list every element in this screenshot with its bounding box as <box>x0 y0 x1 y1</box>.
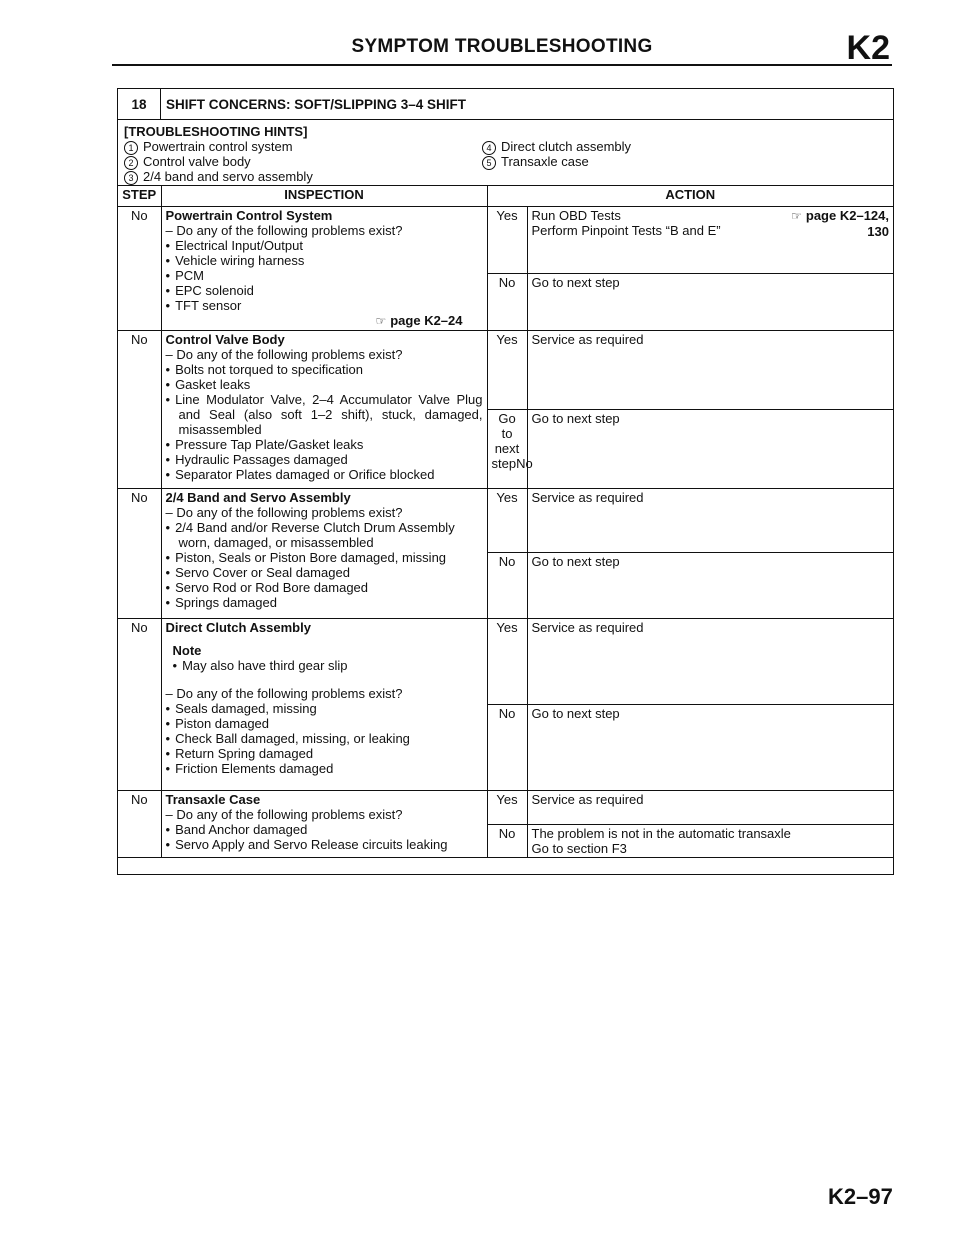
yes-label: Yes <box>487 791 527 825</box>
list-item: • Servo Rod or Rod Bore damaged <box>166 580 483 595</box>
list-item: • Seals damaged, missing <box>166 701 483 716</box>
yes-label: Yes <box>487 331 527 410</box>
list-item: • Return Spring damaged <box>166 746 483 761</box>
step-number: No <box>118 207 161 331</box>
header-rule <box>112 64 892 66</box>
list-item: • Line Modulator Valve, 2–4 Accumulator Valve Plug and Seal (also soft 1–2 shift), stuck, damaged, misassembled <box>166 392 483 437</box>
inspection-title: Control Valve Body <box>165 332 285 347</box>
list-item: • Springs damaged <box>166 595 483 610</box>
yes-label: Yes <box>487 489 527 553</box>
circled-number-icon: 5 <box>482 156 496 170</box>
no-label: Go to next stepNo <box>487 410 527 489</box>
table-header-row <box>118 186 893 207</box>
hints-title: [TROUBLESHOOTING HINTS] <box>124 124 308 139</box>
troubleshooting-hints <box>118 120 893 186</box>
circled-number-icon: 1 <box>124 141 138 155</box>
list-item: • TFT sensor <box>166 298 483 313</box>
list-item: • Separator Plates damaged or Orifice blocked <box>166 467 483 482</box>
list-item: • Gasket leaks <box>166 377 483 392</box>
list-item: • Pressure Tap Plate/Gasket leaks <box>166 437 483 452</box>
page-title: SYMPTOM TROUBLESHOOTING <box>351 36 653 57</box>
pointing-hand-icon: ☞ <box>791 209 802 223</box>
yes-label: Yes <box>487 619 527 705</box>
table-row <box>118 489 893 553</box>
col-action: ACTION <box>487 186 893 207</box>
action-cell: Go to next step <box>527 553 893 619</box>
step-number: No <box>118 791 161 858</box>
step-number: No <box>118 619 161 791</box>
list-item: • Hydraulic Passages damaged <box>166 452 483 467</box>
inspection-cell: Control Valve Body – Do any of the following problems exist? • Bolts not torqued to specification • Gasket leaks • Line Modulator Valve, 2–4 Accumulator Valve Plug and Seal (also soft 1–2 shift), stuck, damaged, misassembled • Pressure Tap Plate/Gasket leaks • Hydraulic Passages damaged • Separator Plates damaged or Orifice blocked <box>161 331 487 489</box>
list-item: • Electrical Input/Output <box>166 238 483 253</box>
step-number: No <box>118 331 161 489</box>
action-cell: Go to next step <box>527 705 893 791</box>
page-reference: ☞ page K2–24 <box>375 313 463 328</box>
action-cell: The problem is not in the automatic transaxle Go to section F3 <box>527 825 893 858</box>
circled-number-icon: 4 <box>482 141 496 155</box>
list-item: • Band Anchor damaged <box>166 822 483 837</box>
list-item: • Piston damaged <box>166 716 483 731</box>
col-step: STEP <box>118 186 161 207</box>
table-row <box>118 331 893 410</box>
inspection-cell: Powertrain Control System – Do any of the following problems exist? • Electrical Input/Output • Vehicle wiring harness • PCM • EPC solenoid • TFT sensor ☞ page K2–24 <box>161 207 487 331</box>
pointing-hand-icon: ☞ <box>375 314 387 328</box>
col-inspection: INSPECTION <box>161 186 487 207</box>
action-cell: Service as required <box>527 791 893 825</box>
list-item: • 2/4 Band and/or Reverse Clutch Drum Assembly worn, damaged, or misassembled <box>166 520 483 550</box>
list-item: • Bolts not torqued to specification <box>166 362 483 377</box>
action-cell: ☞ page K2–124, 130 Run OBD Tests Perform Pinpoint Tests “B and E” <box>527 207 893 274</box>
hint-item: 3 2/4 band and servo assembly <box>124 169 313 185</box>
inspection-title: Direct Clutch Assembly <box>165 620 311 635</box>
circled-number-icon: 3 <box>124 171 138 185</box>
list-item: • Vehicle wiring harness <box>166 253 483 268</box>
yes-label: Yes <box>487 207 527 274</box>
note-title: Note <box>172 643 202 658</box>
note-text: • May also have third gear slip <box>173 658 483 673</box>
section-number: 18 <box>118 89 161 119</box>
steps-table <box>118 186 893 858</box>
list-item: • PCM <box>166 268 483 283</box>
list-item: • Check Ball damaged, missing, or leaking <box>166 731 483 746</box>
table-row <box>118 619 893 705</box>
hint-item: 4 Direct clutch assembly <box>482 139 631 155</box>
no-label: No <box>487 705 527 791</box>
troubleshooting-box <box>117 88 894 875</box>
section-code: K2 <box>846 29 890 67</box>
list-item: • Servo Apply and Servo Release circuits leaking <box>166 837 483 852</box>
action-cell: Service as required <box>527 619 893 705</box>
table-row <box>118 207 893 274</box>
no-label: No <box>487 273 527 330</box>
page-header <box>112 30 892 66</box>
inspection-title: Transaxle Case <box>165 792 261 807</box>
hint-item: 1 Powertrain control system <box>124 139 293 155</box>
no-label: No <box>487 553 527 619</box>
page-number: K2–97 <box>828 1184 893 1209</box>
action-cell: Go to next step <box>527 410 893 489</box>
step-number: No <box>118 489 161 619</box>
hint-item: 5 Transaxle case <box>482 154 589 170</box>
action-cell: Service as required <box>527 489 893 553</box>
circled-number-icon: 2 <box>124 156 138 170</box>
inspection-cell: 2/4 Band and Servo Assembly – Do any of the following problems exist? • 2/4 Band and/or Reverse Clutch Drum Assembly worn, damaged, or misassembled • Piston, Seals or Piston Bore damaged, missing • Servo Cover or Seal damaged • Servo Rod or Rod Bore damaged • Springs damaged <box>161 489 487 619</box>
inspection-cell: Direct Clutch Assembly Note • May also have third gear slip – Do any of the following problems exist? • Seals damaged, missing • Piston damaged • Check Ball damaged, missing, or leaking • Return Spring damaged • Friction Elements damaged <box>161 619 487 791</box>
list-item: • Piston, Seals or Piston Bore damaged, missing <box>166 550 483 565</box>
list-item: • Friction Elements damaged <box>166 761 483 776</box>
inspection-title: 2/4 Band and Servo Assembly <box>165 490 351 505</box>
page-reference: ☞ page K2–124, 130 <box>791 208 889 239</box>
hint-item: 2 Control valve body <box>124 154 251 170</box>
action-cell: Go to next step <box>527 273 893 330</box>
inspection-title: Powertrain Control System <box>165 208 333 223</box>
inspection-cell: Transaxle Case – Do any of the following problems exist? • Band Anchor damaged • Servo Apply and Servo Release circuits leaking <box>161 791 487 858</box>
no-label: No <box>487 825 527 858</box>
note-block <box>166 643 483 673</box>
section-title: SHIFT CONCERNS: SOFT/SLIPPING 3–4 SHIFT <box>166 96 467 112</box>
section-header <box>118 89 893 120</box>
list-item: • EPC solenoid <box>166 283 483 298</box>
table-row <box>118 791 893 825</box>
action-cell: Service as required <box>527 331 893 410</box>
list-item: • Servo Cover or Seal damaged <box>166 565 483 580</box>
